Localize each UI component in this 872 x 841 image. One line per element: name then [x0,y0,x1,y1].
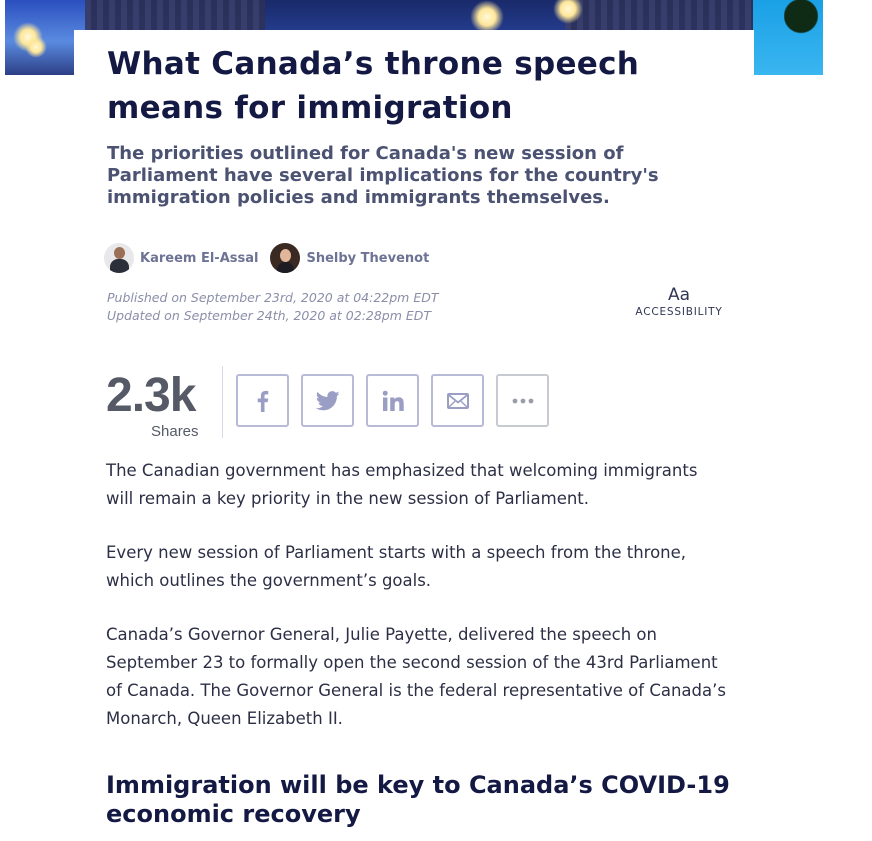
article-body [106,457,726,759]
hero-lamp [25,36,47,58]
publish-dates [107,289,527,325]
share-count-label: Shares [151,423,199,440]
hero-lamp [470,0,504,34]
hero-tree [784,0,818,40]
paragraph: Canada’s Governor General, Julie Payette, delivered the speech on September 23 to formally open the second session of the 43rd Parliament of Canada. The Governor General is the federal representative of Canada’s Monarch, Queen Elizabeth II. [106,625,726,728]
linkedin-icon [382,390,404,412]
share-count-number: 2.3k [106,369,196,422]
twitter-icon [316,391,340,411]
linkedin-share-button[interactable] [366,374,419,427]
published-date: Published on September 23rd, 2020 at 04:22pm EDT [107,290,439,305]
paragraph: Every new session of Parliament starts with a speech from the throne, which outlines the government’s goals. [106,543,687,590]
author-name[interactable]: Shelby Thevenot [306,250,430,266]
article-card [74,30,754,841]
more-icon [512,398,534,404]
share-buttons [236,374,561,427]
share-count [104,366,223,438]
paragraph: The Canadian government has emphasized that welcoming immigrants will remain a key priority in the new session of Parliament. [106,461,698,508]
author-name[interactable]: Kareem El-Assal [140,250,259,266]
accessibility-label[interactable]: ACCESSIBILITY [635,306,723,318]
twitter-share-button[interactable] [301,374,354,427]
facebook-icon [253,390,273,412]
share-bar [104,366,561,441]
email-share-button[interactable] [431,374,484,427]
more-share-button[interactable] [496,374,549,427]
email-icon [447,393,469,409]
avatar[interactable] [104,243,134,273]
avatar[interactable] [270,243,300,273]
updated-date: Updated on September 24th, 2020 at 02:28pm EDT [107,308,432,323]
article-title: What Canada’s throne speech means for immigration [107,46,640,126]
accessibility-button[interactable] [629,286,729,318]
author-list [104,242,441,274]
text-size-icon[interactable]: Aa [667,285,691,305]
section-heading: Immigration will be key to Canada’s COVID-19 economic recovery [106,771,730,828]
facebook-share-button[interactable] [236,374,289,427]
author-kareem[interactable] [104,243,258,273]
author-shelby[interactable] [270,243,429,273]
article-subtitle: The priorities outlined for Canada's new session of Parliament have several implications for the country's immigration policies and immigrants themselves. [107,143,659,208]
